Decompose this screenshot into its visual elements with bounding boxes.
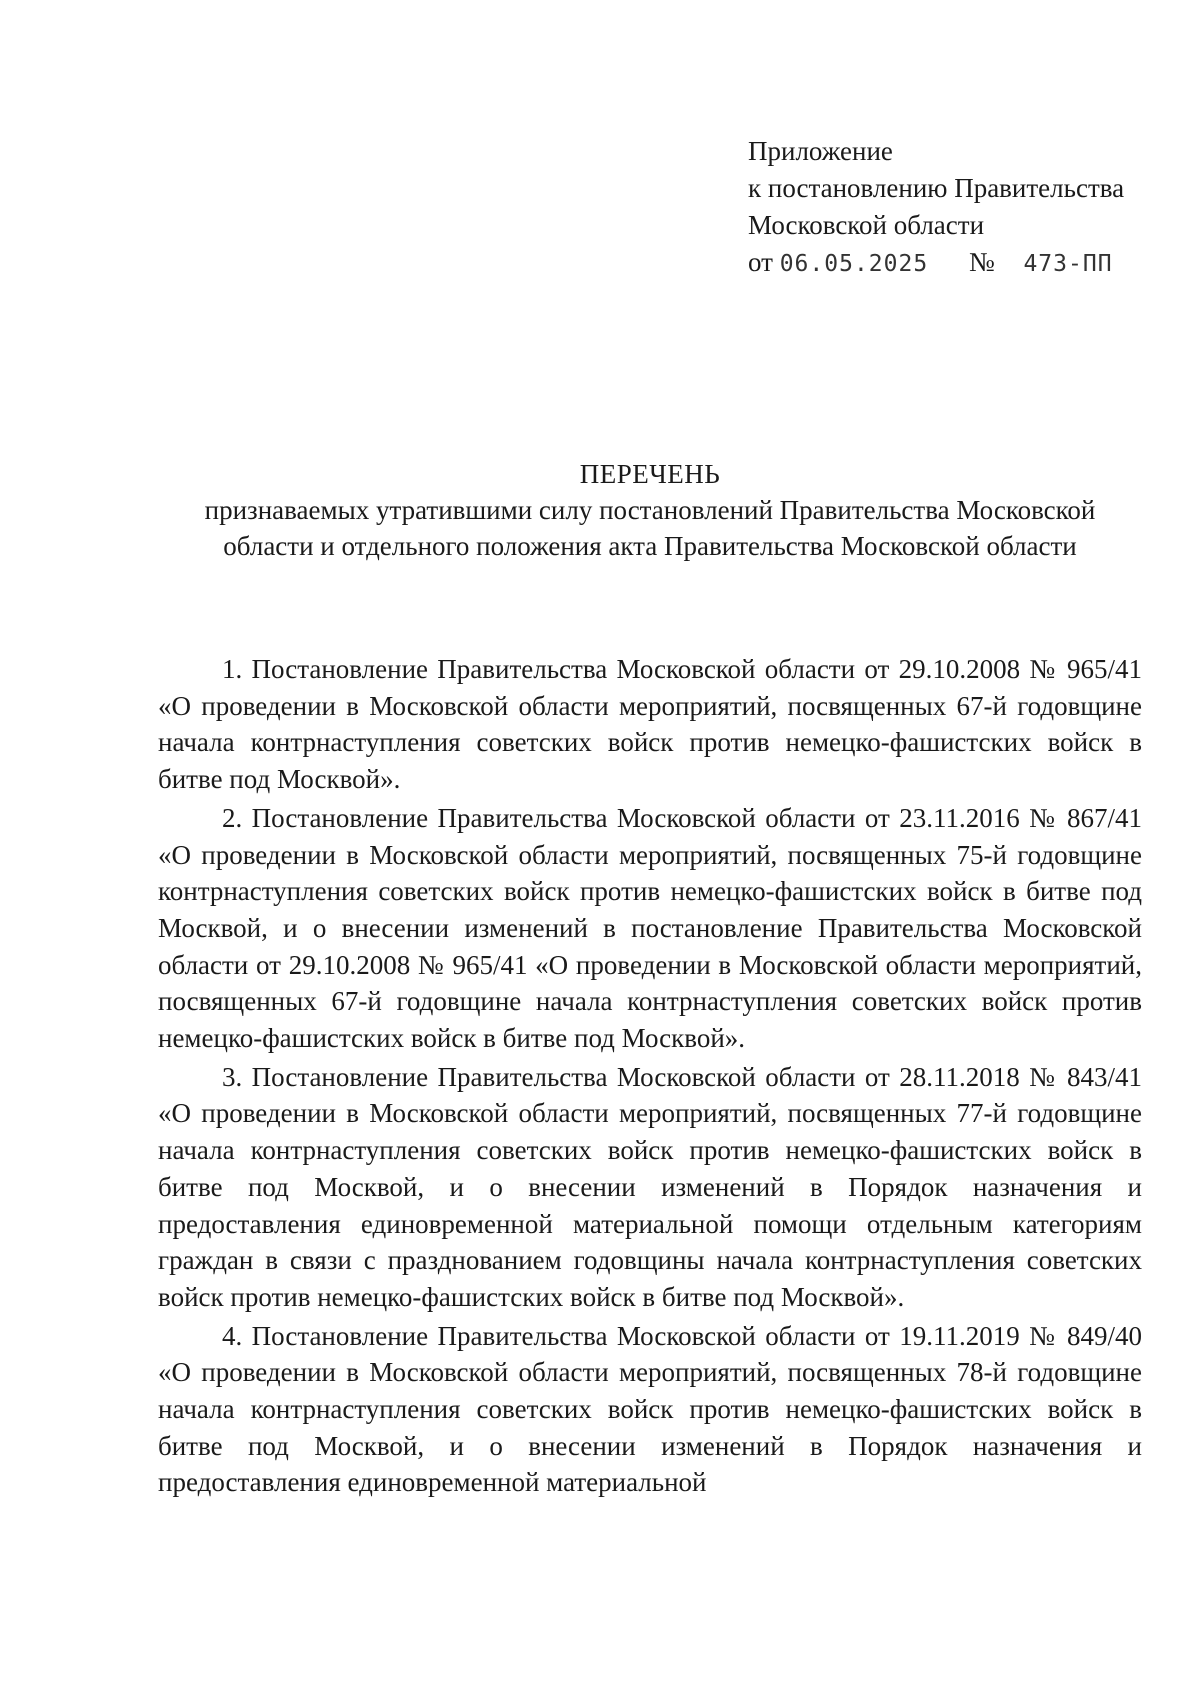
- list-item: 1. Постановление Правительства Московской области от 29.10.2008 № 965/41 «О проведении в Московской области мероприятий, посвященных 67-й годовщине начала контрнаступления советских войск против немецко-фашистских войск в битве под Москвой».: [158, 654, 1142, 795]
- appendix-block: [748, 133, 1124, 283]
- number-sign: №: [968, 247, 995, 277]
- appendix-region: Московской области: [748, 210, 985, 240]
- date-prefix: от: [748, 247, 773, 277]
- document-date: 06.05.2025: [779, 251, 929, 277]
- list-item: 4. Постановление Правительства Московской области от 19.11.2019 № 849/40 «О проведении в Московской области мероприятий, посвященных 78-й годовщине начала контрнаступления советских войск против немецко-фашистских войск в битве под Москвой, и о внесении изменений в Порядок назначения и предоставления единовременной материальной: [158, 1320, 1142, 1498]
- document-number: 473-ПП: [1023, 251, 1113, 277]
- list-item: 2. Постановление Правительства Московской области от 23.11.2016 № 867/41 «О проведении в Московской области мероприятий, посвященных 75-й годовщине контрнаступления советских войск против немецко-фашистских войск в битве под Москвой, и о внесении изменений в постановление Правительства Московской области от 29.10.2008 № 965/41 «О проведении в Московской области мероприятий, посвященных 67-й годовщине начала контрнаступления советских войск против немецко-фашистских войск в битве под Москвой».: [158, 802, 1142, 1054]
- appendix-reference: к постановлению Правительства: [748, 173, 1125, 203]
- document-body: [158, 651, 1142, 1503]
- document-heading: [180, 456, 1120, 564]
- list-item: 3. Постановление Правительства Московской области от 28.11.2018 № 843/41 «О проведении в Московской области мероприятий, посвященных 77-й годовщине начала контрнаступления советских войск против немецко-фашистских войск в битве под Москвой, и о внесении изменений в Порядок назначения и предоставления единовременной материальной помощи отдельным категориям граждан в связи с празднованием годовщины начала контрнаступления советских войск против немецко-фашистских войск в битве под Москвой».: [158, 1061, 1142, 1312]
- heading-subtitle: признаваемых утратившими силу постановлений Правительства Московской области и отдельного положения акта Правительства Московской области: [204, 495, 1096, 561]
- appendix-date-line: [748, 244, 1124, 283]
- appendix-label: Приложение: [748, 136, 893, 166]
- heading-title: ПЕРЕЧЕНЬ: [579, 459, 721, 489]
